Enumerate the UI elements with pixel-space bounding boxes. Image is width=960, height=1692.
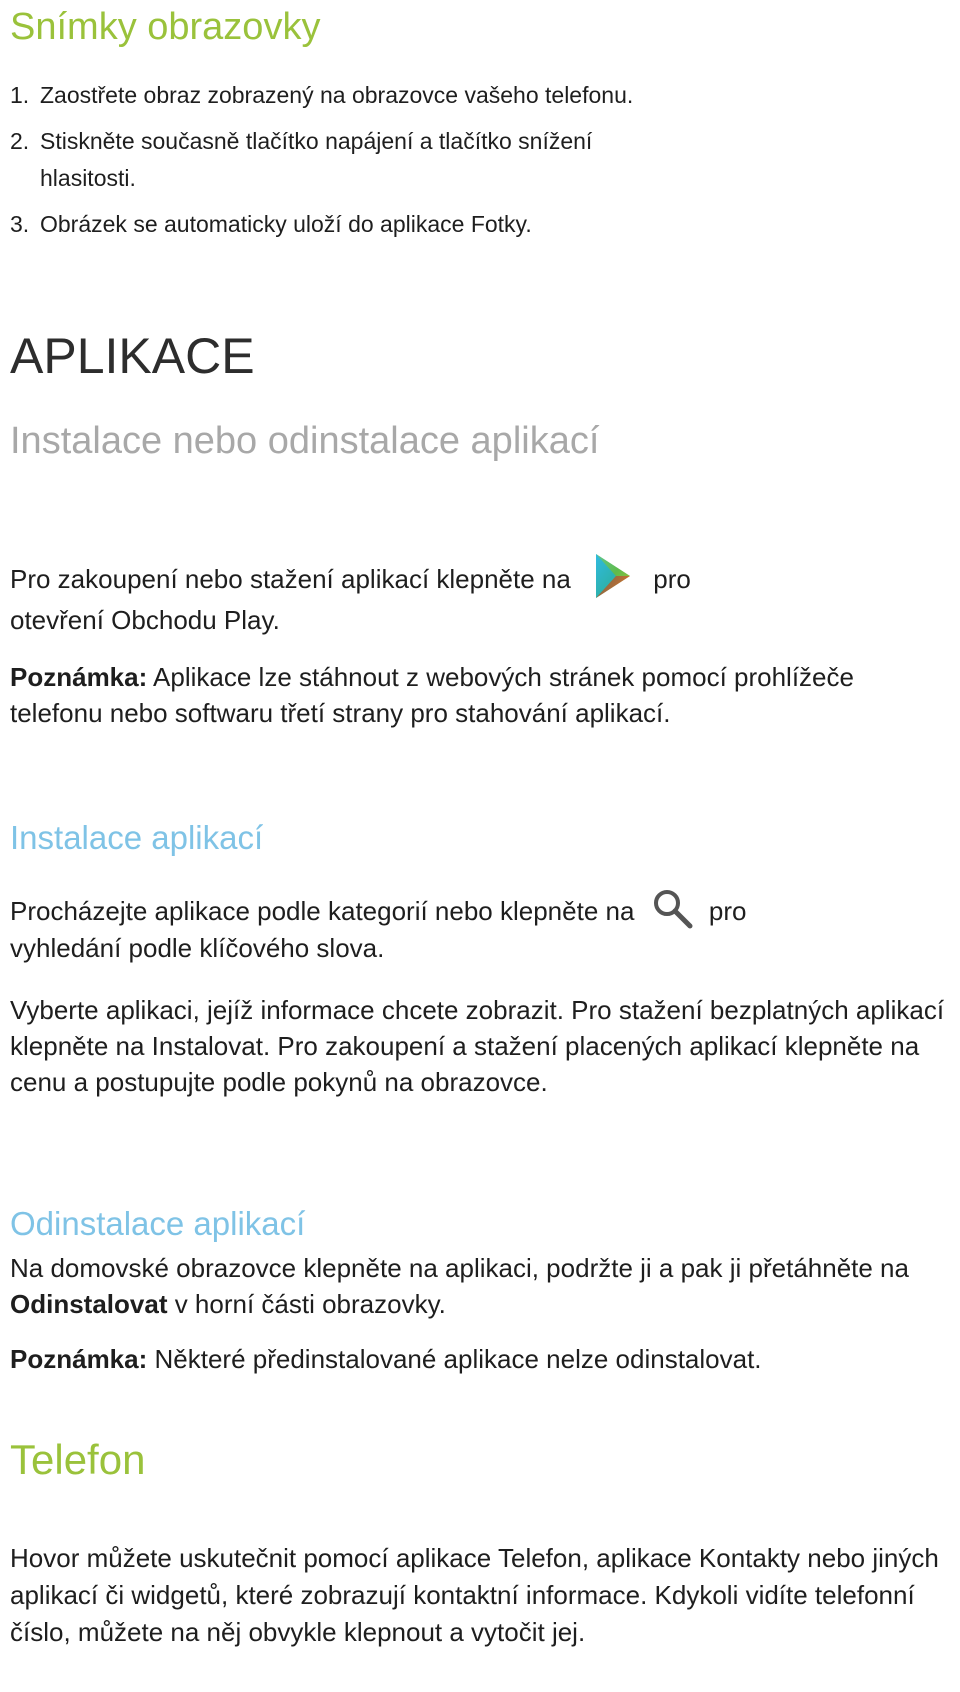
note-download: Poznámka: Aplikace lze stáhnout z webových stránek pomocí prohlížeče telefonu nebo softwaru třetí strany pro stahování aplikací. <box>10 662 854 728</box>
uninstall-paragraph: Na domovské obrazovce klepněte na aplikaci, podržte ji a pak ji přetáhněte na Odinstalovat v horní části obrazovky. <box>10 1253 909 1319</box>
list-item: 2. Stiskněte současně tlačítko napájení a tlačítko snížení hlasitosti. <box>10 128 593 191</box>
chapter-title-apps: APLIKACE <box>10 328 255 384</box>
list-item: 1. Zaostřete obraz zobrazený na obrazovce vašeho telefonu. <box>10 82 634 108</box>
subsection-uninstall-apps: Odinstalace aplikací <box>10 1205 306 1242</box>
subtitle-install-uninstall: Instalace nebo odinstalace aplikací <box>10 420 600 462</box>
list-item: 3. Obrázek se automaticky uloží do aplikace Fotky. <box>10 211 532 237</box>
install-select-paragraph: Vyberte aplikaci, jejíž informace chcete zobrazit. Pro stažení bezplatných aplikací klepněte na Instalovat. Pro zakoupení a stažení placených aplikací klepněte na cenu a postupujte podle pokynů na obrazovce. <box>10 995 945 1097</box>
search-icon <box>650 886 694 930</box>
screenshot-steps-list <box>10 77 950 243</box>
section-title-phone: Telefon <box>10 1436 146 1483</box>
play-store-intro: Pro zakoupení nebo stažení aplikací klepněte na pro otevření Obchodu Play. <box>10 560 950 638</box>
note-label: Poznámka: <box>10 662 148 692</box>
note-label: Poznámka: <box>10 1344 148 1374</box>
phone-paragraph: Hovor můžete uskutečnit pomocí aplikace Telefon, aplikace Kontakty nebo jiných aplikací či widgetů, které zobrazují kontaktní informace. Kdykoli vidíte telefonní číslo, můžete na něj obvykle klepnout a vytočit jej. <box>10 1543 939 1647</box>
section-title-screenshots: Snímky obrazovky <box>10 6 321 48</box>
install-browse-paragraph: Procházejte aplikace podle kategorií nebo klepněte na pro vyhledání podle klíčového slova. <box>10 893 950 966</box>
play-store-icon <box>586 550 638 602</box>
note-uninstall: Poznámka: Některé předinstalované aplikace nelze odinstalovat. <box>10 1344 762 1374</box>
subsection-install-apps: Instalace aplikací <box>10 819 264 856</box>
